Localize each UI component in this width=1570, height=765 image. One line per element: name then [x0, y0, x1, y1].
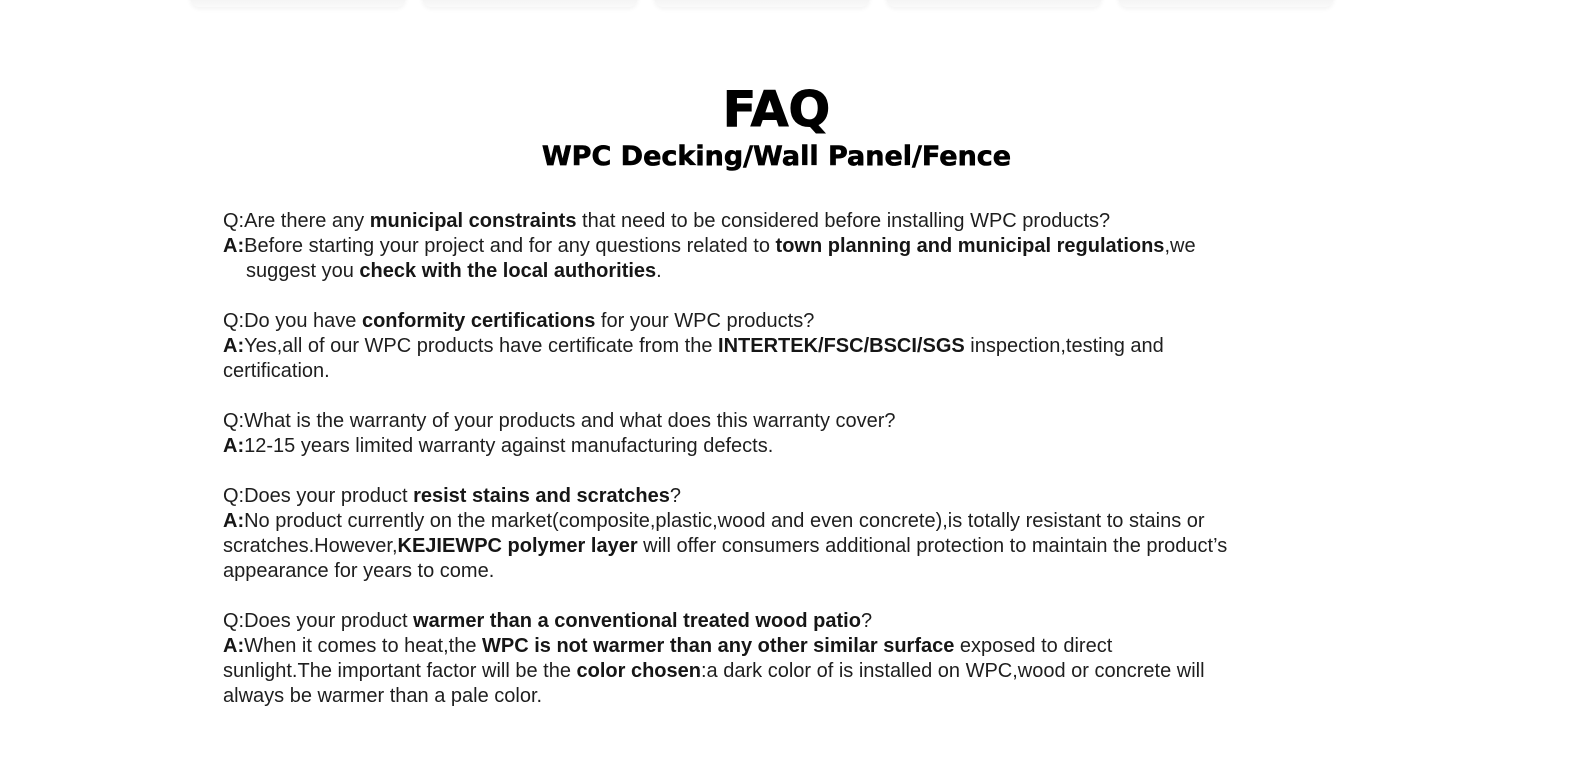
faq-text: that need to be considered before installing WPC products?: [576, 210, 1111, 232]
faq-text: Q:Does your product: [223, 485, 414, 507]
faq-bold-text: resist stains and scratches: [413, 485, 670, 507]
top-button-row: [0, 0, 1570, 14]
faq-bold-text: WPC is not warmer than any other similar surface: [482, 635, 955, 657]
faq-line: [223, 259, 1553, 284]
faq-text: Q:Do you have: [223, 310, 362, 332]
faq-block: [223, 409, 1553, 459]
top-button-stub[interactable]: [654, 0, 870, 7]
top-button-stub[interactable]: [886, 0, 1102, 7]
faq-text: will offer consumers additional protection to maintain the product’s: [637, 535, 1228, 557]
faq-text: Q:Are there any: [223, 210, 370, 232]
faq-bold-text: A:: [223, 635, 245, 657]
faq-text: Q:Does your product: [223, 610, 414, 632]
faq-bold-text: A:: [223, 510, 245, 532]
faq-line: [223, 659, 1553, 684]
top-button-stub[interactable]: [1118, 0, 1334, 7]
faq-text: appearance for years to come.: [223, 560, 495, 582]
faq-text: Yes,all of our WPC products have certificate from the: [244, 335, 719, 357]
faq-line: [223, 509, 1553, 534]
faq-bold-text: A:: [223, 435, 245, 457]
faq-text: :a dark color of is installed on WPC,wood or concrete will: [701, 660, 1205, 682]
faq-line: [223, 684, 1553, 709]
faq-text: suggest you: [246, 260, 360, 282]
faq-line: [223, 309, 1553, 334]
faq-bold-text: A:: [223, 235, 245, 257]
top-button-stub[interactable]: [422, 0, 638, 7]
faq-line: [223, 234, 1553, 259]
faq-text: inspection,testing and: [964, 335, 1164, 357]
faq-line: [223, 334, 1553, 359]
faq-bold-text: check with the local authorities: [359, 260, 657, 282]
faq-text: When it comes to heat,the: [244, 635, 483, 657]
faq-bold-text: INTERTEK/FSC/BSCI/SGS: [718, 335, 965, 357]
top-button-stub[interactable]: [190, 0, 406, 7]
faq-line: [223, 409, 1553, 434]
faq-bold-text: warmer than a conventional treated wood patio: [413, 610, 861, 632]
faq-text: ,we: [1164, 235, 1196, 257]
faq-text: sunlight.The important factor will be the: [223, 660, 577, 682]
faq-line: [223, 609, 1553, 634]
faq-text: scratches.However,: [223, 535, 398, 557]
faq-line: [223, 634, 1553, 659]
faq-line: [223, 434, 1553, 459]
faq-text: ?: [669, 485, 682, 507]
faq-text: Q:What is the warranty of your products and what does this warranty cover?: [223, 410, 896, 432]
faq-line: [223, 559, 1553, 584]
faq-bold-text: color chosen: [576, 660, 701, 682]
faq-line: [223, 484, 1553, 509]
faq-line: [223, 209, 1553, 234]
faq-bold-text: town planning and municipal regulations: [775, 235, 1165, 257]
faq-text: 12-15 years limited warranty against manufacturing defects.: [244, 435, 774, 457]
faq-line: [223, 534, 1553, 559]
faq-text: always be warmer than a pale color.: [223, 685, 543, 707]
faq-text: certification.: [223, 360, 330, 382]
page-subtitle: WPC Decking/Wall Panel/Fence: [541, 141, 1012, 173]
faq-text: .: [656, 260, 662, 282]
page-title: FAQ: [722, 80, 831, 138]
faq-text: Before starting your project and for any questions related to: [244, 235, 776, 257]
faq-block: [223, 609, 1553, 709]
faq-list: [223, 209, 1553, 734]
faq-block: [223, 484, 1553, 584]
faq-bold-text: KEJIEWPC polymer layer: [397, 535, 638, 557]
faq-text: for your WPC products?: [595, 310, 815, 332]
faq-bold-text: municipal constraints: [369, 210, 577, 232]
faq-block: [223, 309, 1553, 384]
faq-bold-text: A:: [223, 335, 245, 357]
faq-block: [223, 209, 1553, 284]
faq-line: [223, 359, 1553, 384]
faq-bold-text: conformity certifications: [361, 310, 596, 332]
faq-text: exposed to direct: [954, 635, 1113, 657]
faq-text: ?: [860, 610, 873, 632]
faq-text: No product currently on the market(composite,plastic,wood and even concrete),is totally resistant to stains or: [244, 510, 1205, 532]
